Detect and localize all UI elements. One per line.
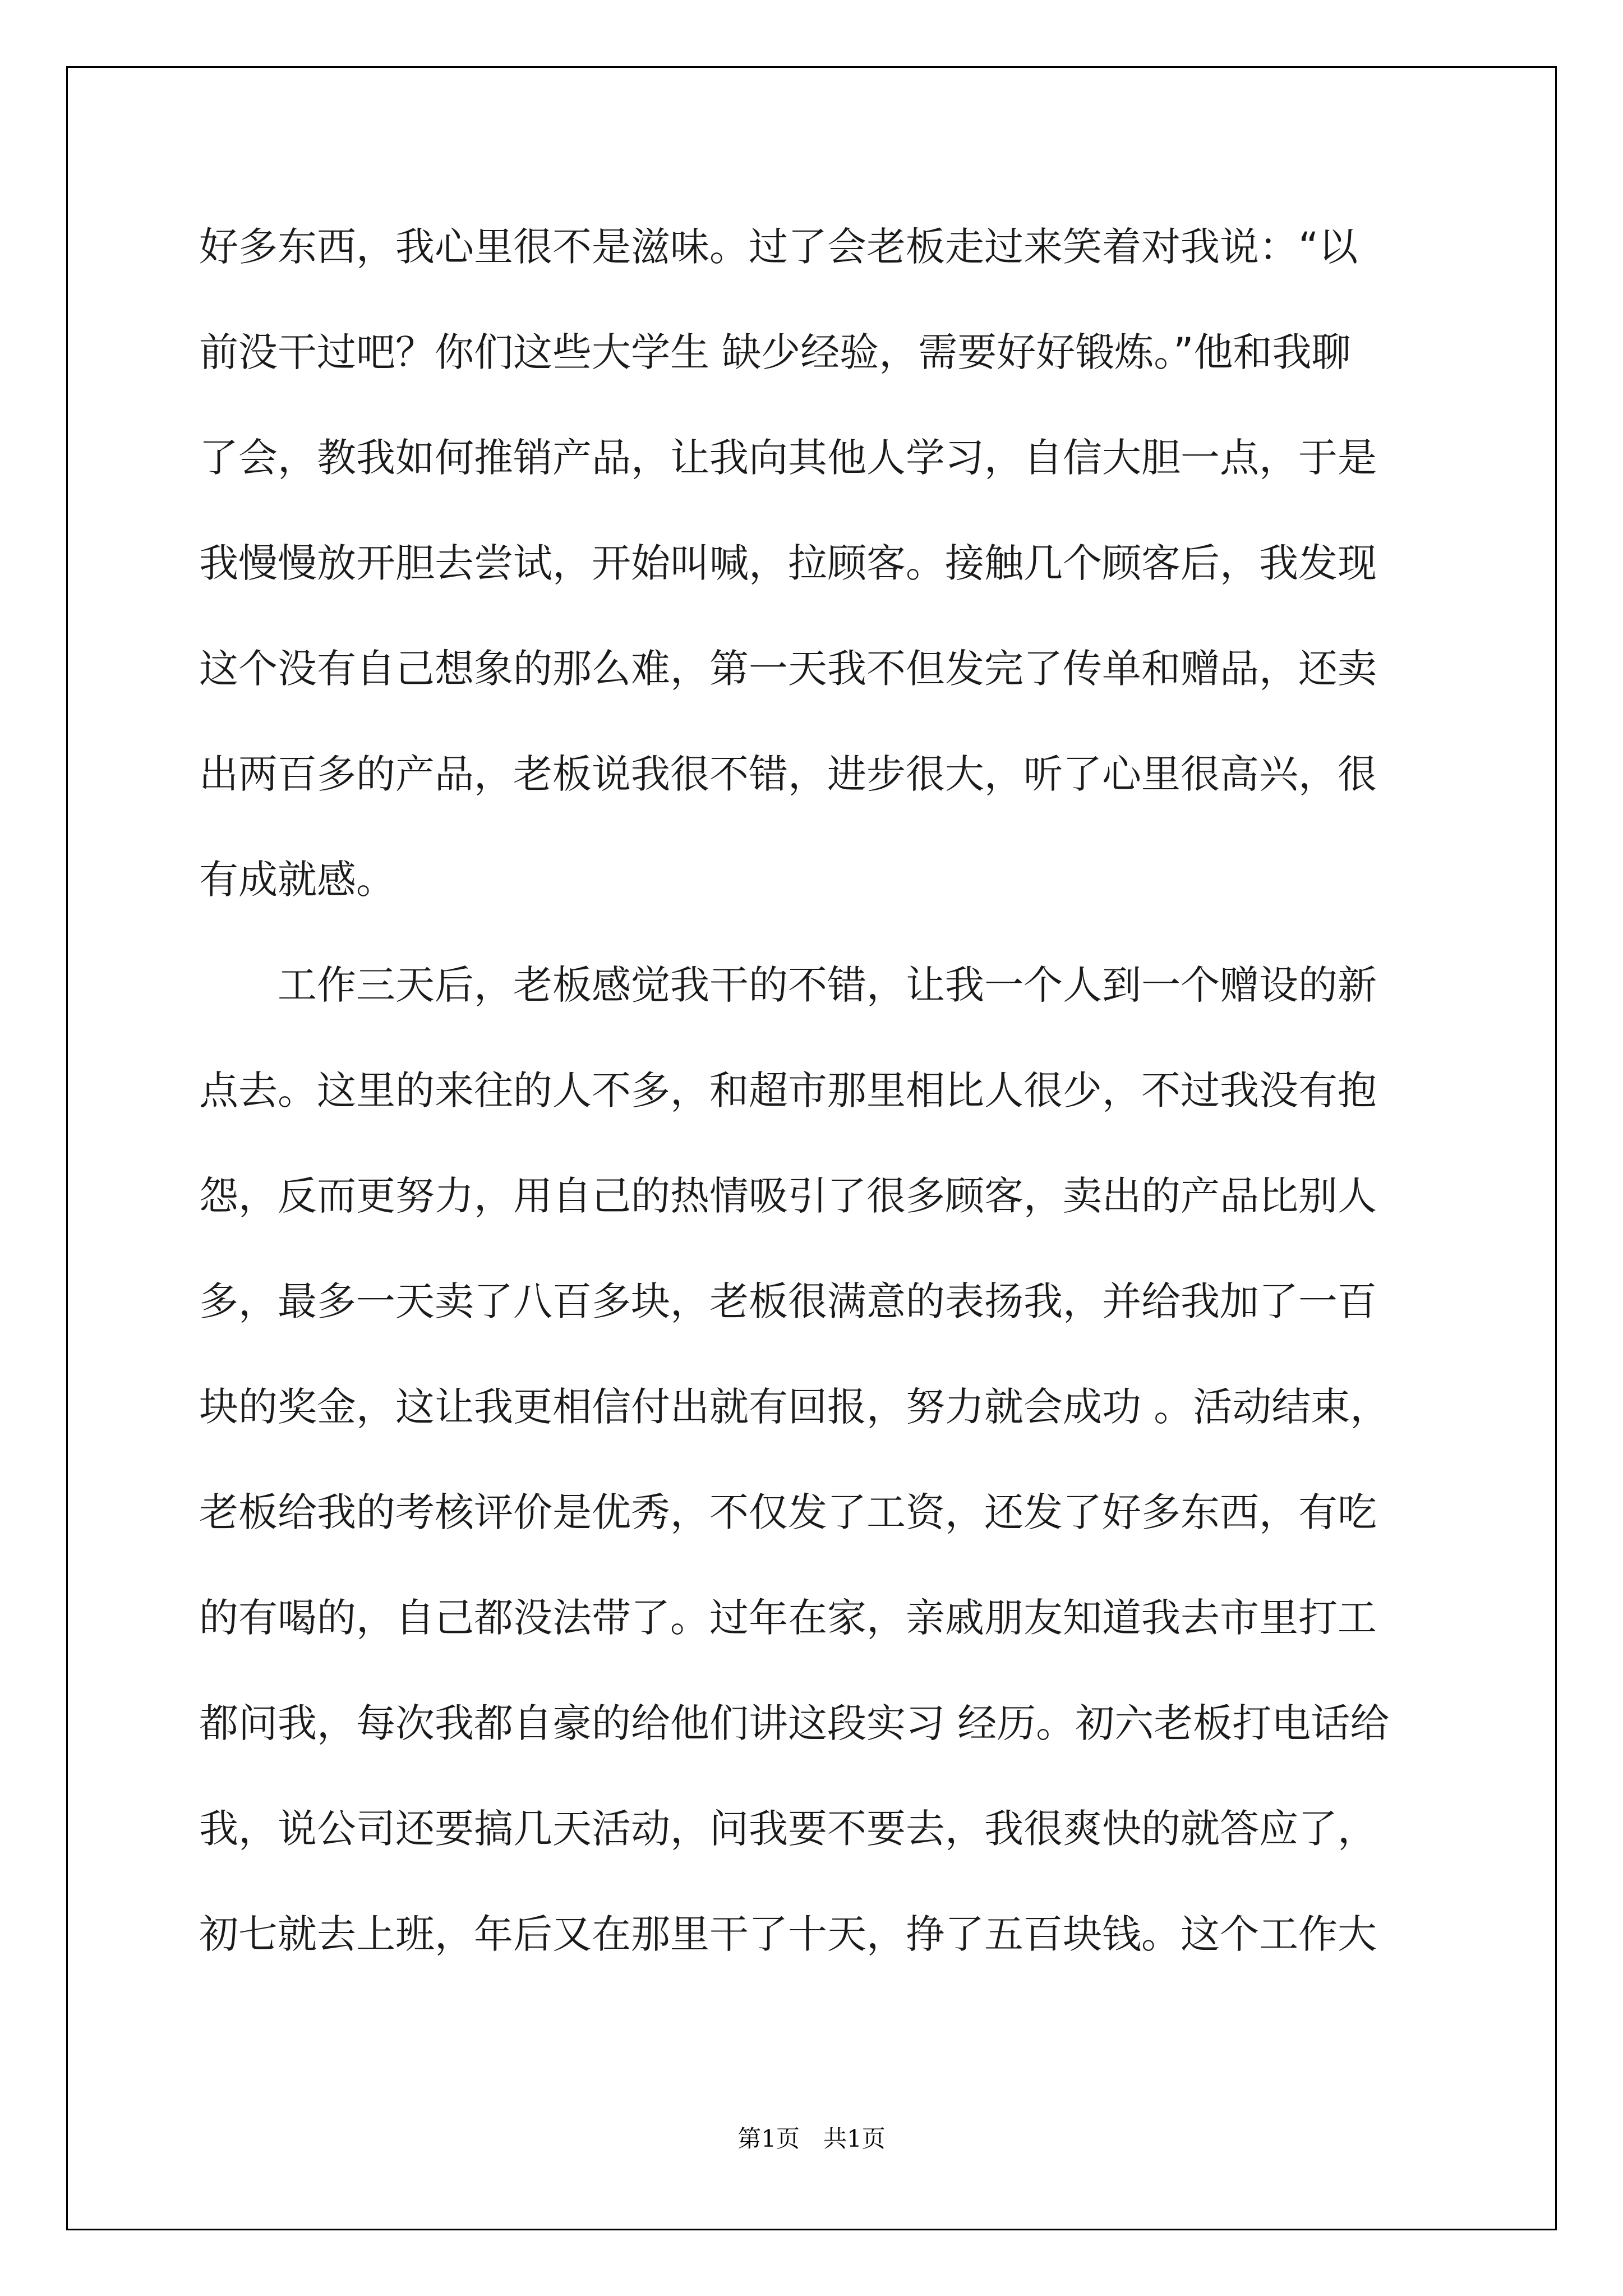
page-footer <box>0 2120 1623 2154</box>
text-line: 有成就感。 <box>199 857 395 903</box>
text-line: 工作三天后，老板感觉我干的不错，让我一个人到一个赠设的新 <box>199 962 1377 1008</box>
text-line: 我，说公司还要搞几天活动，问我要不要去，我很爽快的就答应了， <box>199 1806 1377 1852</box>
text-line: 老板给我的考核评价是优秀，不仅发了工资，还发了好多东西，有吃 <box>199 1489 1377 1535</box>
text-line: 多，最多一天卖了八百多块，老板很满意的表扬我，并给我加了一百 <box>199 1278 1377 1324</box>
text-line: 初七就去上班，年后又在那里干了十天，挣了五百块钱。这个工作大 <box>199 1911 1377 1957</box>
page-number: 第1页 共1页 <box>737 2125 886 2152</box>
text-line: 的有喝的，自己都没法带了。过年在家，亲戚朋友知道我去市里打工 <box>199 1595 1377 1641</box>
text-line: 好多东西，我心里很不是滋味。过了会老板走过来笑着对我说：“以 <box>199 224 1358 270</box>
text-line: 点去。这里的来往的人不多，和超市那里相比人很少，不过我没有抱 <box>199 1068 1377 1114</box>
text-line: 块的奖金，这让我更相信付出就有回报，努力就会成功 。活动结束， <box>199 1384 1390 1430</box>
text-line: 了会，教我如何推销产品，让我向其他人学习，自信大胆一点，于是 <box>199 435 1377 481</box>
text-line: 前没干过吧？你们这些大学生 缺少经验，需要好好锻炼。”他和我聊 <box>199 329 1351 375</box>
text-line: 这个没有自己想象的那么难，第一天我不但发完了传单和赠品，还卖 <box>199 646 1377 692</box>
text-line: 我慢慢放开胆去尝试，开始叫喊，拉顾客。接触几个顾客后，我发现 <box>199 540 1377 586</box>
text-line: 怨，反而更努力，用自己的热情吸引了很多顾客，卖出的产品比别人 <box>199 1173 1377 1219</box>
text-line: 都问我，每次我都自豪的给他们讲这段实习 经历。初六老板打电话给 <box>199 1700 1390 1746</box>
text-line: 出两百多的产品，老板说我很不错，进步很大，听了心里很高兴，很 <box>199 751 1377 797</box>
